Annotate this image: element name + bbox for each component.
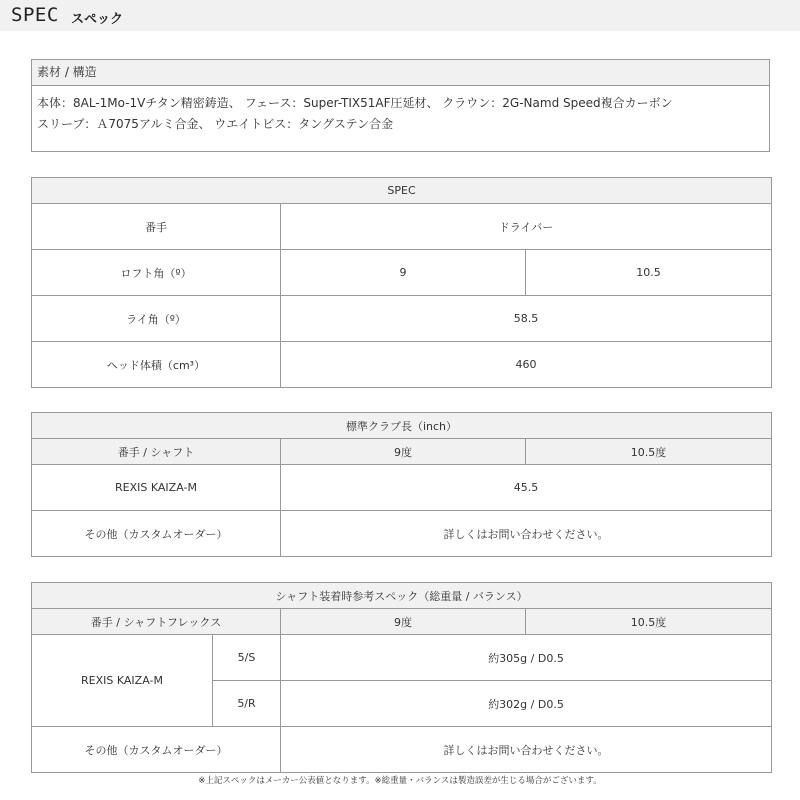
- spec-table: [31, 177, 772, 388]
- length-row-label: REXIS KAIZA-M: [32, 465, 281, 511]
- material-line-2: スリーブ：Ａ7075アルミ合金、 ウエイトビス：タングステン合金: [37, 117, 394, 131]
- spec-loft-value: 10.5: [526, 250, 772, 296]
- length-other-label: その他（カスタムオーダー）: [32, 511, 281, 557]
- spec-header: [0, 0, 800, 31]
- length-col-header: 9度: [281, 439, 526, 465]
- material-body: [32, 86, 769, 142]
- spec-volume-value: 460: [281, 342, 772, 388]
- length-col-label: 番手 / シャフト: [32, 439, 281, 465]
- shaft-col-header: 9度: [281, 609, 526, 635]
- shaft-flex-value: 約302g / D0.5: [281, 681, 772, 727]
- shaft-other-label: その他（カスタムオーダー）: [32, 727, 281, 773]
- spec-volume-label: ヘッド体積（cm³）: [32, 342, 281, 388]
- material-heading: 素材 / 構造: [32, 60, 769, 86]
- page-subtitle: スペック: [71, 12, 124, 27]
- shaft-table: [31, 582, 772, 773]
- spec-number-label: 番手: [32, 204, 281, 250]
- shaft-col-label: 番手 / シャフトフレックス: [32, 609, 281, 635]
- length-caption: 標準クラブ長（inch）: [32, 413, 772, 439]
- shaft-flex: 5/S: [213, 635, 281, 681]
- length-col-header: 10.5度: [526, 439, 772, 465]
- length-row-value: 45.5: [281, 465, 772, 511]
- spec-caption: SPEC: [32, 178, 772, 204]
- material-box: [31, 59, 770, 152]
- shaft-flex: 5/R: [213, 681, 281, 727]
- shaft-caption: シャフト装着時参考スペック（総重量 / バランス）: [32, 583, 772, 609]
- spec-loft-value: 9: [281, 250, 526, 296]
- shaft-row-label: REXIS KAIZA-M: [32, 635, 213, 727]
- shaft-other-value: 詳しくはお問い合わせください。: [281, 727, 772, 773]
- length-other-value: 詳しくはお問い合わせください。: [281, 511, 772, 557]
- footnote: ※上記スペックはメーカー公表値となります。※総重量・バランスは製造誤差が生じる場合がございます。: [198, 776, 602, 786]
- material-line-1: 本体：8AL-1Mo-1Vチタン精密鋳造、 フェース：Super-TIX51AF圧延材、 クラウン：2G-Namd Speed複合カーボン: [37, 96, 673, 110]
- spec-lie-label: ライ角（º）: [32, 296, 281, 342]
- length-table: [31, 412, 772, 557]
- shaft-flex-value: 約305g / D0.5: [281, 635, 772, 681]
- shaft-col-header: 10.5度: [526, 609, 772, 635]
- spec-number-value: ドライバー: [281, 204, 772, 250]
- page-title: SPEC: [11, 4, 59, 26]
- spec-lie-value: 58.5: [281, 296, 772, 342]
- spec-loft-label: ロフト角（º）: [32, 250, 281, 296]
